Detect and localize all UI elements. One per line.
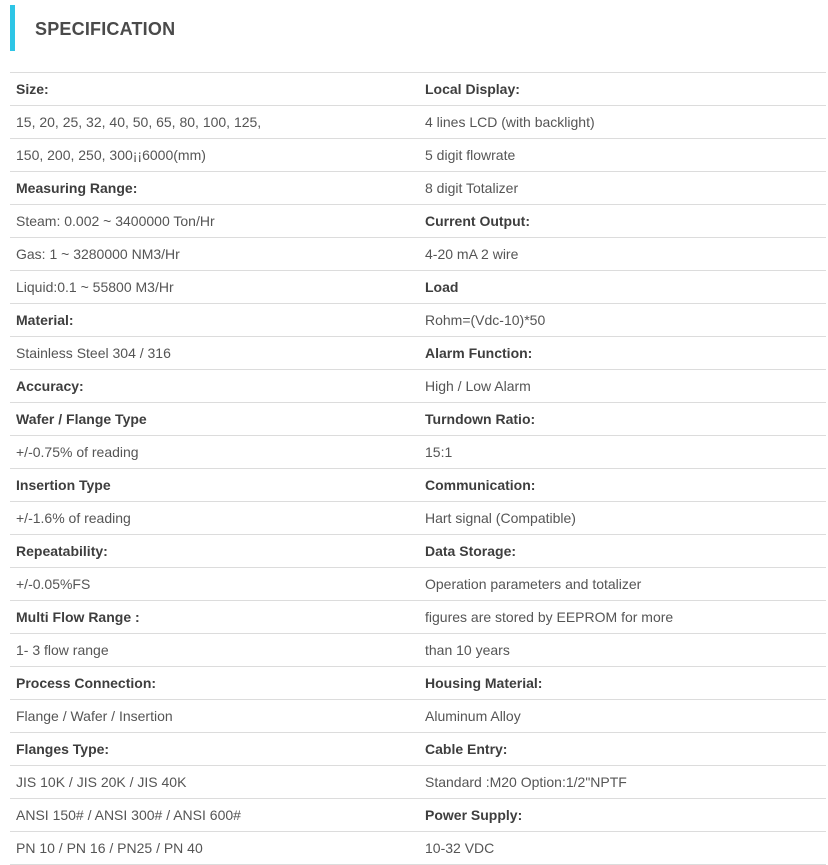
- spec-value-cell: PN 10 / PN 16 / PN25 / PN 40: [10, 832, 419, 865]
- spec-label-cell: Measuring Range:: [10, 172, 419, 205]
- spec-value-cell: ANSI 150# / ANSI 300# / ANSI 600#: [10, 799, 419, 832]
- spec-value-cell: 10-32 VDC: [419, 832, 826, 865]
- spec-value-cell: +/-1.6% of reading: [10, 502, 419, 535]
- table-row: [10, 601, 826, 634]
- spec-value-cell: Aluminum Alloy: [419, 700, 826, 733]
- spec-value-cell: 1- 3 flow range: [10, 634, 419, 667]
- spec-label-cell: Housing Material:: [419, 667, 826, 700]
- spec-label-cell: Flanges Type:: [10, 733, 419, 766]
- table-row: [10, 106, 826, 139]
- spec-value-cell: figures are stored by EEPROM for more: [419, 601, 826, 634]
- spec-value-cell: +/-0.05%FS: [10, 568, 419, 601]
- spec-label-cell: Power Supply:: [419, 799, 826, 832]
- spec-value-cell: Standard :M20 Option:1/2"NPTF: [419, 766, 826, 799]
- table-row: [10, 436, 826, 469]
- table-row: [10, 370, 826, 403]
- spec-value-cell: than 10 years: [419, 634, 826, 667]
- table-row: [10, 172, 826, 205]
- spec-label-cell: Load: [419, 271, 826, 304]
- table-row: [10, 733, 826, 766]
- table-row: [10, 238, 826, 271]
- table-row: [10, 667, 826, 700]
- spec-label-cell: Local Display:: [419, 73, 826, 106]
- spec-value-cell: 5 digit flowrate: [419, 139, 826, 172]
- table-row: [10, 469, 826, 502]
- spec-label-cell: Process Connection:: [10, 667, 419, 700]
- table-row: [10, 799, 826, 832]
- spec-value-cell: 4-20 mA 2 wire: [419, 238, 826, 271]
- table-row: [10, 139, 826, 172]
- spec-value-cell: Stainless Steel 304 / 316: [10, 337, 419, 370]
- spec-label-cell: Multi Flow Range :: [10, 601, 419, 634]
- spec-value-cell: Gas: 1 ~ 3280000 NM3/Hr: [10, 238, 419, 271]
- spec-label-cell: Data Storage:: [419, 535, 826, 568]
- spec-value-cell: Hart signal (Compatible): [419, 502, 826, 535]
- spec-value-cell: Steam: 0.002 ~ 3400000 Ton/Hr: [10, 205, 419, 238]
- spec-value-cell: +/-0.75% of reading: [10, 436, 419, 469]
- table-row: [10, 271, 826, 304]
- spec-label-cell: Repeatability:: [10, 535, 419, 568]
- spec-label-cell: Alarm Function:: [419, 337, 826, 370]
- table-row: [10, 535, 826, 568]
- table-row: [10, 304, 826, 337]
- spec-value-cell: 15, 20, 25, 32, 40, 50, 65, 80, 100, 125,: [10, 106, 419, 139]
- table-row: [10, 403, 826, 436]
- spec-value-cell: 150, 200, 250, 300¡¡6000(mm): [10, 139, 419, 172]
- specification-table: [10, 72, 826, 865]
- spec-value-cell: JIS 10K / JIS 20K / JIS 40K: [10, 766, 419, 799]
- spec-label-cell: Size:: [10, 73, 419, 106]
- spec-value-cell: 15:1: [419, 436, 826, 469]
- table-row: [10, 205, 826, 238]
- spec-value-cell: Rohm=(Vdc-10)*50: [419, 304, 826, 337]
- spec-value-cell: Operation parameters and totalizer: [419, 568, 826, 601]
- table-row: [10, 337, 826, 370]
- spec-label-cell: Accuracy:: [10, 370, 419, 403]
- spec-label-cell: Material:: [10, 304, 419, 337]
- section-header: [10, 5, 310, 51]
- spec-label-cell: Communication:: [419, 469, 826, 502]
- table-row: [10, 502, 826, 535]
- specification-table-body: [10, 73, 826, 865]
- spec-label-cell: Turndown Ratio:: [419, 403, 826, 436]
- spec-value-cell: Flange / Wafer / Insertion: [10, 700, 419, 733]
- page-title: SPECIFICATION: [35, 19, 176, 39]
- spec-value-cell: Liquid:0.1 ~ 55800 M3/Hr: [10, 271, 419, 304]
- table-row: [10, 568, 826, 601]
- table-row: [10, 832, 826, 865]
- spec-value-cell: 4 lines LCD (with backlight): [419, 106, 826, 139]
- table-row: [10, 73, 826, 106]
- spec-label-cell: Current Output:: [419, 205, 826, 238]
- table-row: [10, 700, 826, 733]
- spec-value-cell: High / Low Alarm: [419, 370, 826, 403]
- spec-label-cell: Cable Entry:: [419, 733, 826, 766]
- table-row: [10, 634, 826, 667]
- spec-value-cell: 8 digit Totalizer: [419, 172, 826, 205]
- spec-label-cell: Insertion Type: [10, 469, 419, 502]
- table-row: [10, 766, 826, 799]
- spec-label-cell: Wafer / Flange Type: [10, 403, 419, 436]
